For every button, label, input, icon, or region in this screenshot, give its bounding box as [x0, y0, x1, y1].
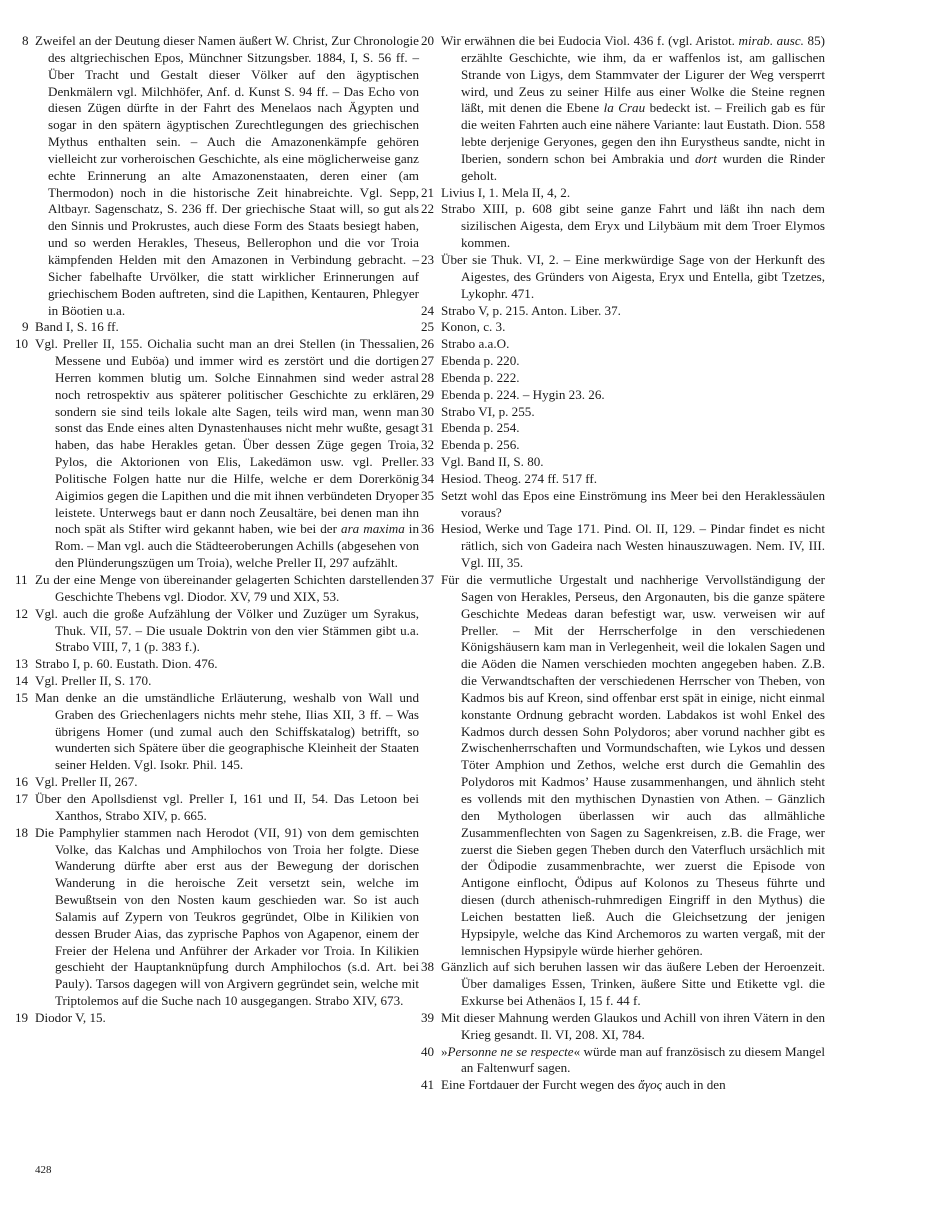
- footnote-29: 29 Ebenda p. 224. – Hygin 23. 26.: [421, 386, 605, 402]
- footnote-text: auch in den: [661, 1077, 726, 1093]
- footnote-text: Konon, c. 3.: [441, 319, 506, 335]
- footnote-text: Über den Apollsdienst vgl. Preller I, 161 und II, 54. Das Letoon bei Xanthos, Strabo XIV, p. 665.: [35, 790, 419, 823]
- footnote-text: Mit dieser Mahnung werden Glaukos und Achill von ihren Vätern in den Krieg gesandt. Il. VI, 208. XI, 784.: [441, 1009, 825, 1042]
- footnote-23: 23 Über sie Thuk. VI, 2. – Eine merkwürdige Sage von der Herkunft des Aigestes, des Gründers von Aigesta, Eryx und Entella, gibt Tzetzes, Lykophr. 471.: [421, 251, 825, 301]
- footnote-emphasis: Personne ne se respecte: [447, 1043, 574, 1059]
- footnote-24: 24 Strabo V, p. 215. Anton. Liber. 37.: [421, 302, 621, 318]
- footnote-text: Livius I, 1. Mela II, 4, 2.: [441, 184, 571, 200]
- footnote-13: 13 Strabo I, p. 60. Eustath. Dion. 476.: [15, 656, 218, 672]
- footnote-text: Über sie Thuk. VI, 2. – Eine merkwürdige Sage von der Herkunft des Aigestes, des Gründers von Aigesta, Eryx und Entella, gibt Tzetzes, Lykophr. 471.: [441, 251, 825, 301]
- footnote-16: 16 Vgl. Preller II, 267.: [15, 774, 138, 790]
- footnote-20: 20 Wir erwähnen die bei Eudocia Viol. 436 f. (vgl. Aristot. mirab. ausc. 85) erzählte Geschichte, wie ihm, da er waffenlos ist, am gallischen Strande von Ligys, dem Stammvater der Ligurer der Weg versperrt wird, und Zeus zu seiner Hilfe aus einer Wolke die Steine regnen läßt, mit denen die Ebene la Crau bedeckt ist. – Freilich gab es für die weiten Fahrten auch eine nähere Variante: laut Eustath. Dion. 558 lebte derjenige Geryones, gegen den ihn Eurystheus sandte, nicht in Iberien, sondern schon bei Ambrakia und dort wurden die Rinder geholt.: [421, 33, 825, 183]
- footnote-text: Strabo V, p. 215. Anton. Liber. 37.: [441, 302, 621, 318]
- footnote-text: Man denke an die umständliche Erläuterung, weshalb von Wall und Graben des Griechenlagers nichts mehr stehe, Ilias XII, 3 ff. – Was übrigens Homer (und zumal auch den Schiffskatalog) betrifft, so wunderten sich Spätere über die geographische Kleinheit der Staaten seiner Helden. Vgl. Isokr. Phil. 145.: [35, 689, 419, 773]
- footnotes-left-column: [15, 33, 419, 1027]
- footnote-19: 19 Diodor V, 15.: [15, 1009, 106, 1025]
- footnote-14: 14 Vgl. Preller II, S. 170.: [15, 673, 152, 689]
- footnote-emphasis: la Crau: [603, 100, 646, 116]
- footnote-text: Eine Fortdauer der Furcht wegen des: [441, 1077, 639, 1093]
- footnote-emphasis: dort: [695, 150, 717, 166]
- footnote-40: 40 »Personne ne se respecte« würde man auf französisch zu diesem Mangel an Faltenwurf sagen.: [421, 1043, 825, 1076]
- footnote-text: Diodor V, 15.: [35, 1009, 106, 1025]
- footnote-text: « würde man auf französisch zu diesem Mangel an Faltenwurf sagen.: [461, 1043, 825, 1076]
- footnote-text: Die Pamphylier stammen nach Herodot (VII, 91) von dem gemischten Volke, das Kalchas und Amphilochos von Troia her folgte. Diese Wanderung dürfte aber erst aus der Bewegung der dorischen Wanderung in die heroische Zeit versetzt sein, welche im Bewußtsein von den Nosten kaum geschieden war. So ist auch Salamis auf Zypern von Teukros gegründet, Olbe in Kilikien von dessen Bruder Aias, das zyprische Paphos von Agapenor, einem der Freier der Helena und Anführer der Arkader vor Troia. In Kilikien geschieht der Hauptanknüpfung durch Amphilochos (s.d. Art. bei Pauly). Tarsos dagegen will von Argivern gegründet sein, welche mit Triptolemos auf die Suche nach 10 ausgegangen. Strabo XIV, 673.: [35, 824, 419, 1009]
- footnote-text: Ebenda p. 256.: [441, 437, 520, 453]
- footnote-text: Hesiod, Werke und Tage 171. Pind. Ol. II, 129. – Pindar findet es nicht rätlich, sich von Gadeira nach Westen hinauszuwagen. Nem. IV, III. Vgl. III, 35.: [441, 521, 825, 571]
- footnote-31: 31 Ebenda p. 254.: [421, 420, 520, 436]
- footnote-12: 12 Vgl. auch die große Aufzählung der Völker und Zuzüger um Syrakus, Thuk. VII, 57. – Die usuale Doktrin von den vier Stämmen gibt u.a. Strabo VIII, 7, 1 (p. 383 f.).: [15, 605, 419, 655]
- footnote-10: 10 Vgl. Preller II, 155. Oichalia sucht man an drei Stellen (in Thessalien, Messene und Euböa) und immer wird es zerstört und die dortigen Herren kommen blutig um. Solche Einnahmen sind weder astral noch retrospektiv aus späterer politischer Geschichte zu erklären, sondern sie sind teils lokale alte Sagen, teils wird man, wenn man sonst das Ende eines alten Dynastenhauses nicht mehr wußte, gesagt haben, das habe Herakles getan. Über dessen Züge gegen Troia, Pylos, die Aktorionen von Elis, Lakedämon usw. vgl. Preller. Politische Folgen hatte nur die Hilfe, welche er dem Dorerkönig Aigimios gegen die Lapithen und die mit ihnen verbündeten Dryoper leistete. Unterwegs baut er dann noch Zeusaltäre, bei denen man ihn noch spät als Stifter wird gekannt haben, wie bei der ara maxima in Rom. – Man vgl. auch die Städteeroberungen Achills (abgesehen von den Plünderungszügen um Troia), welche Preller II, 297 aufzählt.: [15, 336, 419, 571]
- footnotes-right-column: [421, 33, 825, 1094]
- footnote-text: Strabo I, p. 60. Eustath. Dion. 476.: [35, 656, 218, 672]
- footnote-25: 25 Konon, c. 3.: [421, 319, 506, 335]
- footnote-38: 38 Gänzlich auf sich beruhen lassen wir das äußere Leben der Heroenzeit. Über damaliges Essen, Trinken, äußere Sitte und Etikette vgl. die Exkurse bei Athenäos I, 15 f. 44 f.: [421, 959, 825, 1009]
- footnote-9: 9 Band I, S. 16 ff.: [22, 319, 119, 335]
- footnote-emphasis: ara maxima: [341, 521, 405, 537]
- footnote-28: 28 Ebenda p. 222.: [421, 369, 520, 385]
- footnote-17: 17 Über den Apollsdienst vgl. Preller I, 161 und II, 54. Das Letoon bei Xanthos, Strabo XIV, p. 665.: [15, 790, 419, 823]
- footnote-34: 34 Hesiod. Theog. 274 ff. 517 ff.: [421, 470, 598, 486]
- footnote-32: 32 Ebenda p. 256.: [421, 437, 520, 453]
- footnote-37: 37 Für die vermutliche Urgestalt und nachherige Vervollständigung der Sagen von Herakles, Perseus, den Argonauten, bis die ganze spätere Geschichte Medeas daran befestigt war, usw. verweisen wir auf Preller. – Mit der Herrscherfolge in den verschiedenen Königshäusern kam man in Verlegenheit, weil die lokalen Sagen und die Aöden die Namen verschieden mochten angegeben haben. Z.B. die Verwandtschaften der verschiedenen Herrscher von Theben, von Kadmos bis auf Kreon, sind offenbar erst spät in einige, nicht einmal konstante Ordnung gebracht worden. Labdakos ist wohl Enkel des Kadmos durch dessen Sohn Polydoros; aber vorund nachher gibt es Zwischenherrschaften und Vormundschaften, wie Lykos und dessen Töter Amphion und Zethos, welche erst durch die Gemahlin des Polydoros mit Kadmos’ Hause zusammenhangen, und ähnlich steht es vollends mit den mythischen Dynastien von Athen. – Gänzlich den Mythologen überlassen wir auch das allmähliche Zusammenflechten von Sagen zu Sagenkreisen, z.B. die Frage, wer zuerst die Sieben gegen Theben durch den Vaterfluch ursächlich mit der Ödipodie zusammenbrachte, wer zuerst die Episode von Antigone einflocht, Ödipus auf Kolonos zu Theseus führte und diesen (durch athenisch-ruhmredigen Eingriff in den Mythus) die Leichen bestatten ließ. Auch die Gleichsetzung der jenigen Hypsipyle, welche das Kind Archemoros zu warten vergaß, mit der lemnischen Hypsipyle würde hierher gehören.: [421, 572, 825, 958]
- footnote-text: Vgl. Band II, S. 80.: [441, 454, 544, 470]
- footnote-30: 30 Strabo VI, p. 255.: [421, 403, 535, 419]
- footnote-39: 39 Mit dieser Mahnung werden Glaukos und Achill von ihren Vätern in den Krieg gesandt. Il. VI, 208. XI, 784.: [421, 1009, 825, 1042]
- footnote-text: Ebenda p. 220.: [441, 353, 520, 369]
- footnote-15: 15 Man denke an die umständliche Erläuterung, weshalb von Wall und Graben des Griechenlagers nichts mehr stehe, Ilias XII, 3 ff. – Was übrigens Homer (und zumal auch den Schiffskatalog) betrifft, so wunderten sich Spätere über die geographische Kleinheit der Staaten seiner Helden. Vgl. Isokr. Phil. 145.: [15, 689, 419, 773]
- footnote-text: Gänzlich auf sich beruhen lassen wir das äußere Leben der Heroenzeit. Über damaliges Essen, Trinken, äußere Sitte und Etikette vgl. die Exkurse bei Athenäos I, 15 f. 44 f.: [441, 959, 825, 1009]
- footnote-text: Strabo VI, p. 255.: [441, 403, 535, 419]
- footnote-11: 11 Zu der eine Menge von übereinander gelagerten Schichten darstellenden Geschichte Thebens vgl. Diodor. XV, 79 und XIX, 53.: [15, 572, 419, 604]
- footnote-text: Ebenda p. 254.: [441, 420, 520, 436]
- footnote-text: Vgl. Preller II, 155. Oichalia sucht man an drei Stellen (in Thessalien, Messene und Euböa) und immer wird es zerstört und die dortigen Herren kommen blutig um. Solche Einnahmen sind weder astral noch retrospektiv aus späterer politischer Geschichte zu erklären, sondern sie sind teils lokale alte Sagen, teils wird man, wenn man sonst das Ende eines alten Dynastenhauses nicht mehr wußte, gesagt haben, das habe Herakles getan. Über dessen Züge gegen Troia, Pylos, die Aktorionen von Elis, Lakedämon usw. vgl. Preller. Politische Folgen hatte nur die Hilfe, welche er dem Dorerkönig Aigimios gegen die Lapithen und die mit ihnen verbündeten Dryoper leistete. Unterwegs baut er dann noch Zeusaltäre, bei denen man ihn noch spät als Stifter wird gekannt haben, wie bei der: [35, 336, 419, 537]
- footnote-text: Strabo XIII, p. 608 gibt seine ganze Fahrt und läßt ihn nach dem sizilischen Aigesta, dem Eryx und Lilybäum mit dem Troer Elymos kommen.: [441, 201, 825, 251]
- footnote-26: 26 Strabo a.a.O.: [421, 336, 510, 352]
- footnote-text: Band I, S. 16 ff.: [35, 319, 119, 335]
- footnote-text: Wir erwähnen die bei Eudocia Viol. 436 f. (vgl. Aristot.: [441, 33, 739, 48]
- footnote-text: Hesiod. Theog. 274 ff. 517 ff.: [441, 470, 598, 486]
- footnote-text: Vgl. Preller II, S. 170.: [35, 673, 152, 689]
- footnote-text: wurden die Rinder geholt.: [461, 150, 825, 183]
- footnote-36: 36 Hesiod, Werke und Tage 171. Pind. Ol. II, 129. – Pindar findet es nicht rätlich, sich von Gadeira nach Westen hinauszuwagen. Nem. IV, III. Vgl. III, 35.: [421, 521, 825, 571]
- footnote-text: »: [441, 1043, 448, 1059]
- footnote-text: 85) erzählte Geschichte, wie ihm, da er waffenlos ist, am gallischen Strande von Ligys, dem Stammvater der Ligurer der Weg versperrt wird, und Zeus zu seiner Hilfe aus einer Wolke die Steine regnen läßt, mit denen die Ebene: [461, 33, 825, 116]
- footnote-text: Vgl. Preller II, 267.: [35, 774, 138, 790]
- footnote-21: 21 Livius I, 1. Mela II, 4, 2.: [421, 184, 571, 200]
- footnote-text: Für die vermutliche Urgestalt und nachherige Vervollständigung der Sagen von Herakles, Perseus, den Argonauten, bis die ganze spätere Geschichte Medeas daran befestigt war, usw. verweisen wir auf Preller. – Mit der Herrscherfolge in den verschiedenen Königshäusern kam man in Verlegenheit, weil die lokalen Sagen und die Aöden die Namen verschieden mochten angegeben haben. Z.B. die Verwandtschaften der verschiedenen Herrscher von Theben, von Kadmos bis auf Kreon, sind offenbar erst spät in einige, nicht einmal konstante Ordnung gebracht worden. Labdakos ist wohl Enkel des Kadmos durch dessen Sohn Polydoros; aber vorund nachher gibt es Zwischenherrschaften und Vormundschaften, wie Lykos und dessen Töter Amphion und Zethos, welche erst durch die Gemahlin des Polydoros mit Kadmos’ Hause zusammenhangen, und ähnlich steht es vollends mit den mythischen Dynastien von Athen. – Gänzlich den Mythologen überlassen wir auch das allmähliche Zusammenflechten von Sagen zu Sagenkreisen, z.B. die Frage, wer zuerst die Sieben gegen Theben durch den Vaterfluch ursächlich mit der Ödipodie zusammenbrachte, wer zuerst die Episode von Antigone einflocht, Ödipus auf Kolonos zu Theseus führte und diesen (durch athenisch-ruhmredigen Eingriff in den Mythus) die Leichen bestatten ließ. Auch die Gleichsetzung der jenigen Hypsipyle, welche das Kind Archemoros zu warten vergaß, mit der lemnischen Hypsipyle würde hierher gehören.: [441, 572, 825, 958]
- footnote-text: Ebenda p. 224. – Hygin 23. 26.: [441, 386, 605, 402]
- footnote-text: bedeckt ist. – Freilich gab es für die weiten Fahrten auch eine nähere Variante: laut Eustath. Dion. 558 lebte derjenige Geryones, gegen den ihn Eurystheus sandte, nicht in Iberien, sondern schon bei Ambrakia und: [461, 100, 825, 166]
- footnote-33: 33 Vgl. Band II, S. 80.: [421, 454, 544, 470]
- footnote-35: 35 Setzt wohl das Epos eine Einströmung ins Meer bei den Heraklessäulen voraus?: [421, 487, 825, 520]
- footnote-22: 22 Strabo XIII, p. 608 gibt seine ganze Fahrt und läßt ihn nach dem sizilischen Aigesta, dem Eryx und Lilybäum mit dem Troer Elymos kommen.: [421, 201, 825, 251]
- footnote-18: 18 Die Pamphylier stammen nach Herodot (VII, 91) von dem gemischten Volke, das Kalchas und Amphilochos von Troia her folgte. Diese Wanderung dürfte aber erst aus der Bewegung der dorischen Wanderung in die heroische Zeit versetzt sein, welche im Bewußtsein von den Nosten kaum geschieden war. So ist auch Salamis auf Zypern von Teukros gegründet, Olbe in Kilikien von dessen Bruder Aias, das zyprische Paphos von Agapenor, einem der Freier der Helena und Anführer der Arkader vor Troia. In Kilikien geschieht der Hauptanknüpfung durch Amphilochos (s.d. Art. bei Pauly). Tarsos dagegen will von Argivern gegründet sein, welche mit Triptolemos auf die Suche nach 10 ausgegangen. Strabo XIV, 673.: [15, 824, 419, 1009]
- footnote-text: Vgl. auch die große Aufzählung der Völker und Zuzüger um Syrakus, Thuk. VII, 57. – Die usuale Doktrin von den vier Stämmen gibt u.a. Strabo VIII, 7, 1 (p. 383 f.).: [35, 605, 419, 655]
- footnote-text: Zweifel an der Deutung dieser Namen äußert W. Christ, Zur Chronologie des altgriechischen Epos, Münchner Sitzungsber. 1884, I, S. 56 ff. – Über Tracht und Gestalt dieser Völker auf den ägyptischen Denkmälern vgl. Milchhöfer, Anf. d. Kunst S. 94 ff. – Das Echo von diesen Zügen dürfte in der Fahrt des Menelaos nach Ägypten und sogar in den spätern ägyptischen Zurechtlegungen des griechischen Mythus enthalten sein. – Auch die Amazonenkämpfe gehören vielleicht zur vorheroischen Geschichte, als eine möglicherweise ganz echte Erinnerung an alte Amazonenstaaten, deren einer (am Thermodon) noch in die historische Zeit hinabreichte. Vgl. Sepp, Altbayr. Sagenschatz, S. 236 ff. Der griechische Staat will, so gut als den Sinnis und Prokrustes, auch diese Form des Staats besiegt haben, und so werden Herakles, Theseus, Bellerophon und die vor Troia kämpfenden Helden mit den Amazonen in Verbindung gebracht. – Sicher fabelhafte Urvölker, die statt wirklicher Erinnerungen auf griechischem Boden auftreten, sind die Lapithen, Kentauren, Phlegyer in Böotien u.a.: [35, 33, 419, 318]
- footnote-text: in Rom. – Man vgl. auch die Städteeroberungen Achills (abgesehen von den Plünderungszügen um Troia), welche Preller II, 297 aufzählt.: [55, 521, 419, 571]
- footnote-emphasis: mirab. ausc.: [738, 33, 804, 48]
- footnote-41: 41 Eine Fortdauer der Furcht wegen des ἄγος auch in den: [421, 1077, 726, 1093]
- footnote-text: Zu der eine Menge von übereinander gelagerten Schichten darstellenden Geschichte Thebens vgl. Diodor. XV, 79 und XIX, 53.: [35, 572, 419, 604]
- footnote-text: Strabo a.a.O.: [441, 336, 510, 352]
- footnote-text: Ebenda p. 222.: [441, 369, 520, 385]
- footnote-8: 8 Zweifel an der Deutung dieser Namen äußert W. Christ, Zur Chronologie des altgriechischen Epos, Münchner Sitzungsber. 1884, I, S. 56 ff. – Über Tracht und Gestalt dieser Völker auf den ägyptischen Denkmälern vgl. Milchhöfer, Anf. d. Kunst S. 94 ff. – Das Echo von diesen Zügen dürfte in der Fahrt des Menelaos nach Ägypten und sogar in den spätern ägyptischen Zurechtlegungen des griechischen Mythus enthalten sein. – Auch die Amazonenkämpfe gehören vielleicht zur vorheroischen Geschichte, als eine möglicherweise ganz echte Erinnerung an alte Amazonenstaaten, deren einer (am Thermodon) noch in die historische Zeit hinabreichte. Vgl. Sepp, Altbayr. Sagenschatz, S. 236 ff. Der griechische Staat will, so gut als den Sinnis und Prokrustes, auch diese Form des Staats besiegt haben, und so werden Herakles, Theseus, Bellerophon und die vor Troia kämpfenden Helden mit den Amazonen in Verbindung gebracht. – Sicher fabelhafte Urvölker, die statt wirklicher Erinnerungen auf griechischem Boden auftreten, sind die Lapithen, Kentauren, Phlegyer in Böotien u.a.: [22, 33, 419, 318]
- footnote-27: 27 Ebenda p. 220.: [421, 353, 520, 369]
- footnote-emphasis: ἄγος: [638, 1077, 662, 1093]
- footnote-text: Setzt wohl das Epos eine Einströmung ins Meer bei den Heraklessäulen voraus?: [441, 487, 825, 520]
- page-number: 428: [35, 1164, 52, 1176]
